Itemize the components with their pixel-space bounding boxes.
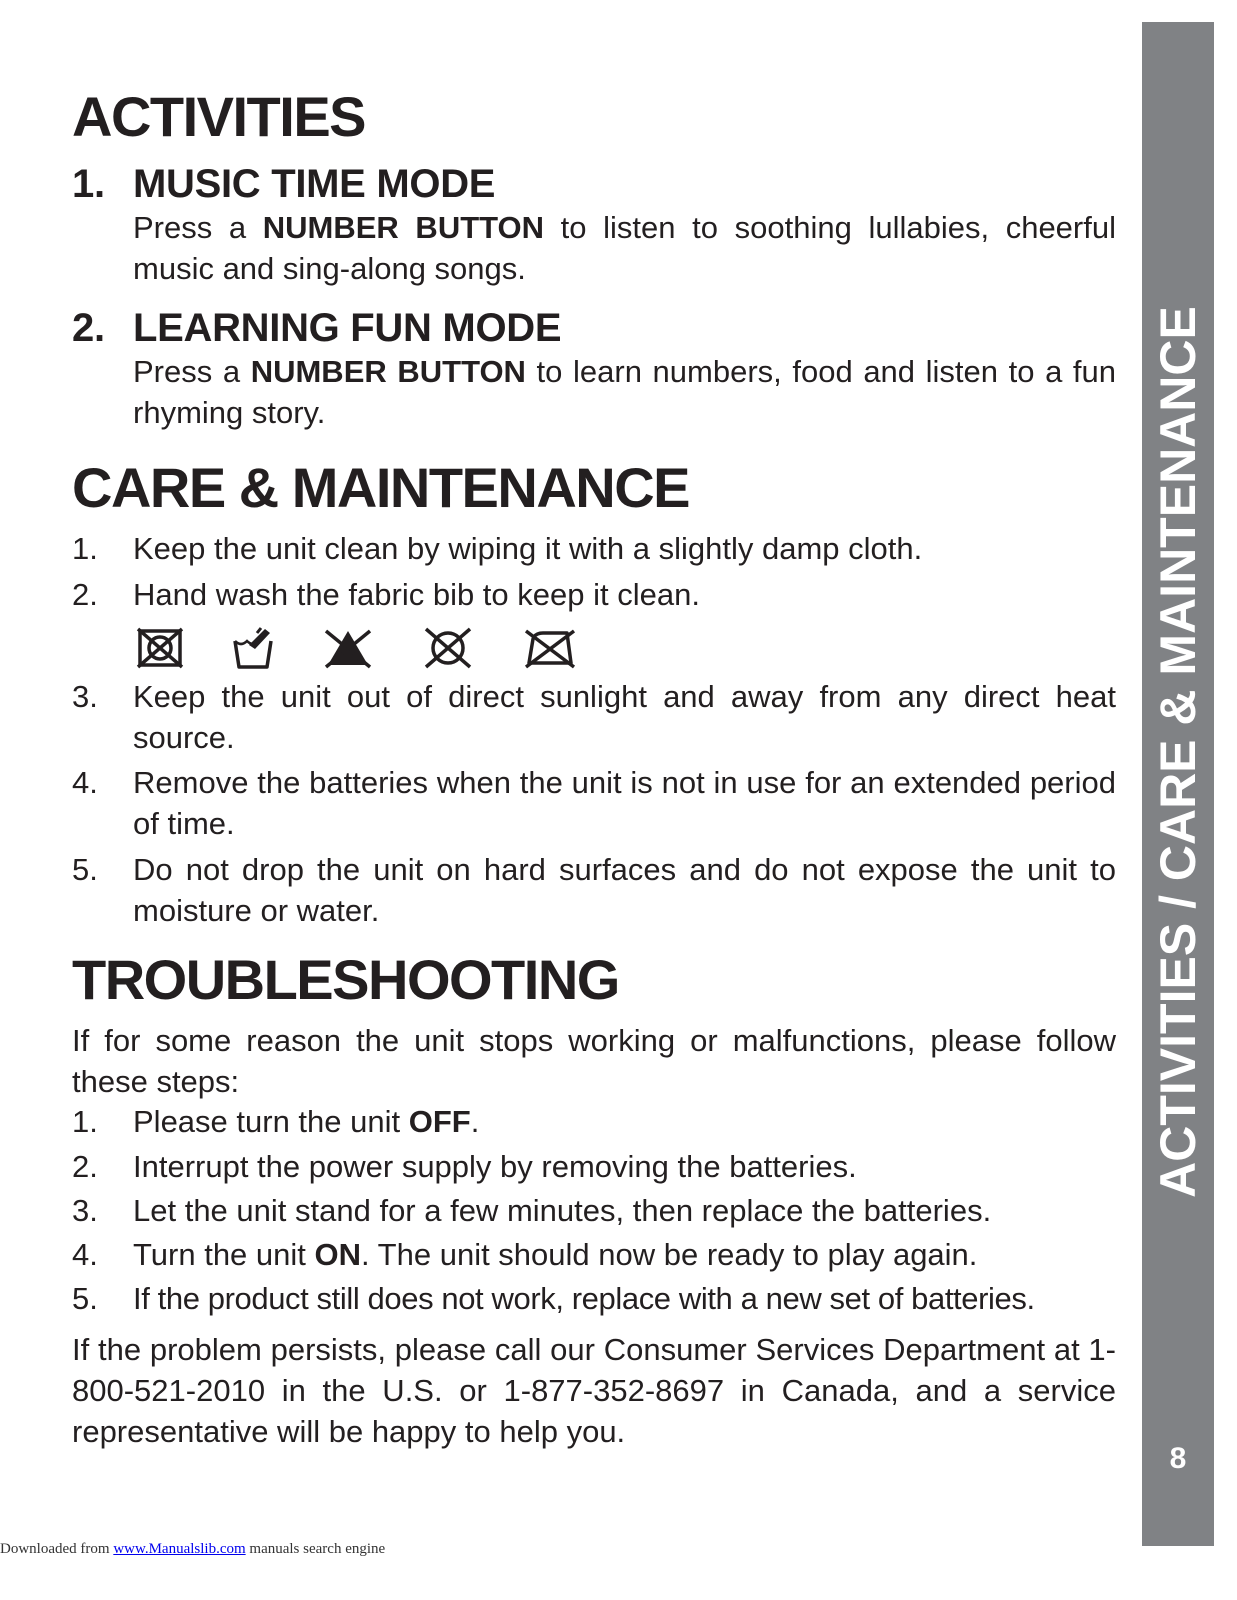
mode-title: MUSIC TIME MODE: [133, 162, 496, 206]
text-run: . The unit should now be ready to play again.: [361, 1237, 978, 1272]
step-text: [133, 1101, 1116, 1142]
step-number: 4.: [72, 1237, 98, 1272]
learning-fun-mode-description: [133, 351, 1116, 433]
page-number: 8: [1169, 1442, 1187, 1475]
mode-title: LEARNING FUN MODE: [133, 306, 562, 350]
text-run: Interrupt the power supply by removing the batteries.: [133, 1149, 857, 1184]
music-time-mode-title: [72, 164, 495, 204]
bold-term: ON: [314, 1237, 362, 1272]
text-run: If the product still does not work, replace with a new set of batteries.: [133, 1281, 1035, 1316]
troubleshooting-closing: If the problem persists, please call our Consumer Services Department at 1-800-521-2010 in the U.S. or 1-877-352-8697 in Canada, and a service representative will be happy to help you.: [72, 1332, 1116, 1449]
mode-number: 1.: [72, 162, 105, 206]
activities-heading: ACTIVITIES: [72, 85, 366, 148]
item-text: Hand wash the fabric bib to keep it clean.: [133, 577, 700, 612]
text-run: Press a: [133, 210, 263, 245]
do-not-iron-icon: [523, 627, 577, 669]
text-run: Turn the unit: [133, 1237, 315, 1272]
step-text: [133, 1146, 1116, 1187]
step-text: [133, 1278, 1116, 1319]
do-not-dry-clean-icon: [423, 627, 473, 669]
bold-term: OFF: [408, 1104, 471, 1139]
text-run: Press a: [133, 354, 251, 389]
step-text: [133, 1234, 1116, 1275]
number-button-label: NUMBER BUTTON: [262, 210, 545, 245]
text-run: to learn numbers, food and listen to a fun rhyming story.: [133, 354, 1117, 430]
music-time-mode-description: [133, 207, 1116, 289]
care-maintenance-heading: CARE & MAINTENANCE: [72, 456, 689, 519]
footer-prefix: Downloaded from: [0, 1541, 114, 1557]
item-number: 3.: [72, 679, 98, 714]
text-run: Let the unit stand for a few minutes, then replace the batteries.: [133, 1193, 992, 1228]
text-run: Please turn the unit: [133, 1104, 409, 1139]
learning-fun-mode-title: [72, 308, 561, 348]
item-number: 4.: [72, 765, 98, 800]
text-run: .: [470, 1104, 480, 1139]
step-number: 5.: [72, 1281, 98, 1316]
item-text: Do not drop the unit on hard surfaces and do not expose the unit to moisture or water.: [133, 852, 1116, 928]
step-text: [133, 1190, 1116, 1231]
manualslib-link[interactable]: www.Manualslib.com: [113, 1541, 246, 1557]
item-number: 1.: [72, 531, 98, 566]
item-text: Remove the batteries when the unit is not in use for an extended period of time.: [133, 765, 1116, 841]
footer-suffix: manuals search engine: [245, 1541, 386, 1557]
side-tab-label: ACTIVITIES / CARE & MAINTENANCE: [1150, 306, 1206, 1198]
troubleshooting-heading: TROUBLESHOOTING: [72, 948, 619, 1011]
item-number: 5.: [72, 852, 98, 887]
item-text: Keep the unit clean by wiping it with a slightly damp cloth.: [133, 531, 923, 566]
step-number: 3.: [72, 1193, 98, 1228]
item-number: 2.: [72, 577, 98, 612]
hand-wash-icon: [231, 627, 275, 671]
mode-number: 2.: [72, 306, 105, 350]
item-text: Keep the unit out of direct sunlight and away from any direct heat source.: [133, 679, 1116, 755]
step-number: 2.: [72, 1149, 98, 1184]
step-number: 1.: [72, 1104, 98, 1139]
text-run: to listen to soothing lullabies, cheerful music and sing-along songs.: [133, 210, 1116, 286]
download-footer: [0, 1541, 385, 1558]
do-not-tumble-dry-icon: [135, 627, 185, 669]
troubleshooting-intro: If for some reason the unit stops working or malfunctions, please follow these steps:: [72, 1023, 1116, 1099]
number-button-label: NUMBER BUTTON: [250, 354, 526, 389]
do-not-bleach-icon: [323, 627, 373, 669]
